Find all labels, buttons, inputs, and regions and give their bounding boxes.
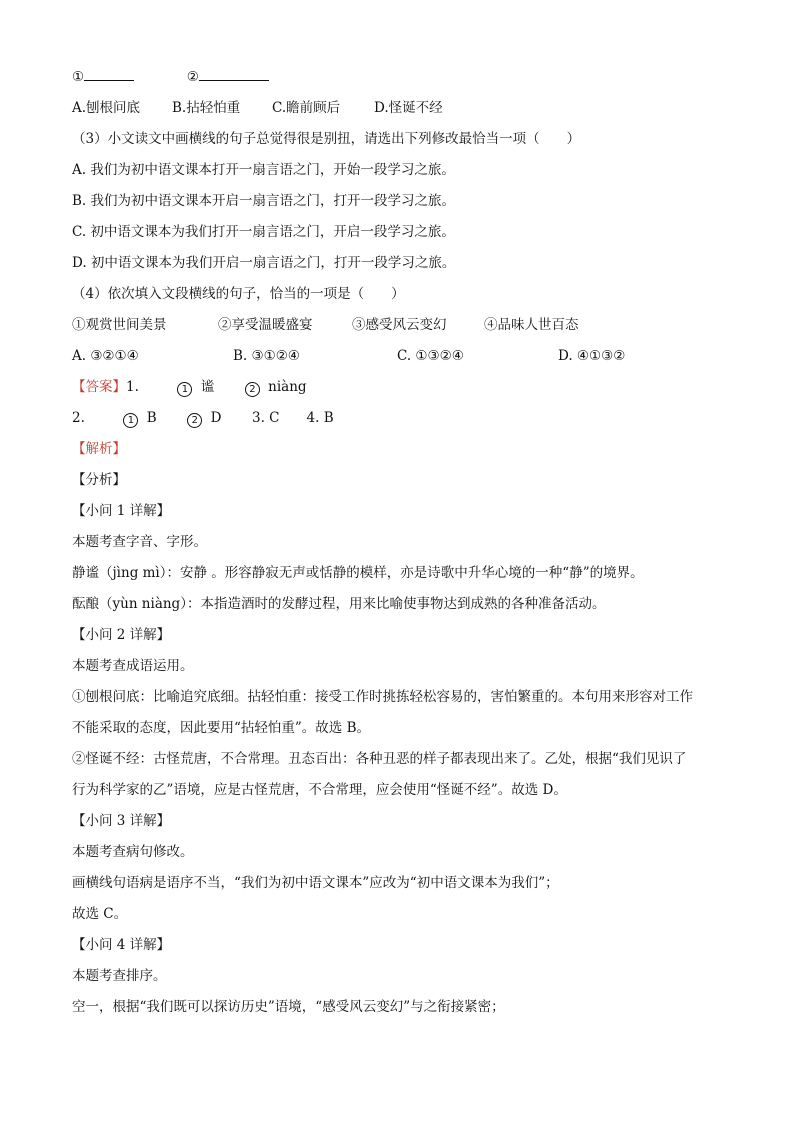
subq1-line-3: 酝酿（yùn niàng）：本指造酒时的发酵过程，用来比喻使事物达到成熟的各种准备活动。 (72, 596, 606, 612)
answer-line-2 (72, 408, 334, 428)
q4-stem: （4）依次填入文段横线的句子，恰当的一项是（ ） (72, 286, 405, 302)
subq4-line-2: 空一，根据“我们既可以探访历史”语境，“感受风云变幻”与之衔接紧密； (72, 999, 505, 1015)
subq3-line-2: 画横线句语病是语序不当，“我们为初中语文课本”应改为“初中语文课本为我们”； (72, 875, 559, 891)
subq2-line-3: 不能采取的态度，因此要用“拈轻怕重”。故选 B。 (72, 720, 371, 736)
circled-number-1b: 1 (123, 413, 138, 428)
subq1-line-2: 静谧（jìng mì）：安静 。形容静寂无声或恬静的模样，亦是诗歌中升华心境的一种“静”的境界。 (72, 565, 644, 581)
circled-number-1: 1 (177, 382, 192, 397)
q2-option-c: C.瞻前顾后 (272, 100, 341, 116)
q2-options-row (72, 98, 722, 118)
subq1-line-1: 本题考查字音、字形。 (72, 534, 207, 550)
q2-option-a: A.刨根问底 (72, 100, 141, 116)
q2-option-d: D.怪诞不经 (374, 100, 443, 116)
blank-line-2 (199, 66, 269, 81)
subq3-line-3: 故选 C。 (72, 906, 128, 922)
subq4-heading: 【小问 4 详解】 (72, 937, 171, 953)
q3-option-a: A. 我们为初中语文课本打开一扇言语之门，开始一段学习之旅。 (72, 162, 455, 178)
answer-1-prefix: 1. (126, 379, 139, 395)
subq3-line-1: 本题考查病句修改。 (72, 844, 194, 860)
subq2-line-5: 行为科学家的乙”语境，应是古怪荒唐，不合常理，应会使用“怪诞不经”。故选 D。 (72, 782, 567, 798)
q4-item-2: ②享受温暖盛宴 (218, 317, 313, 333)
q4-options-row (72, 346, 722, 366)
q3-option-d: D. 初中语文课本为我们开启一扇言语之门，打开一段学习之旅。 (72, 255, 456, 271)
subq1-heading: 【小问 1 详解】 (72, 503, 171, 519)
analysis-heading: 【解析】 (72, 441, 126, 457)
q4-option-c: C. ①③②④ (397, 348, 464, 364)
circled-number-2: 2 (245, 382, 260, 397)
subq4-line-1: 本题考查排序。 (72, 968, 167, 984)
subq2-heading: 【小问 2 详解】 (72, 627, 171, 643)
blank-line-1 (84, 66, 134, 81)
subq2-line-1: 本题考查成语运用。 (72, 658, 194, 674)
answer-1-value-b: niàng (268, 379, 307, 395)
q4-item-4: ④品味人世百态 (484, 317, 579, 333)
answer-2-prefix: 2. (72, 410, 85, 426)
q4-item-1: ①观赏世间美景 (72, 317, 167, 333)
circled-number-2b: 2 (187, 413, 202, 428)
q2-option-b: B.拈轻怕重 (172, 100, 241, 116)
subq2-line-4: ②怪诞不经：古怪荒唐，不合常理。丑态百出：各种丑恶的样子都表现出来了。乙处，根据“我们见识了 (72, 751, 687, 767)
answer-1-value-a: 谧 (200, 379, 215, 395)
answer-tag: 【答案】 (72, 379, 126, 395)
answer-line-1 (72, 377, 307, 397)
q4-item-3: ③感受风云变幻 (352, 317, 447, 333)
answer-2-value-b: D (210, 410, 222, 426)
q4-option-b: B. ③①②④ (233, 348, 300, 364)
blank-label-2: ② (186, 69, 199, 85)
q4-items-row (72, 315, 722, 335)
subq2-line-2: ①刨根问底：比喻追究底细。拈轻怕重：接受工作时挑拣轻松容易的，害怕繁重的。本句用来形容对工作 (72, 689, 693, 705)
q4-option-d: D. ④①③② (558, 348, 626, 364)
answer-2-value-a: B (146, 410, 157, 426)
q3-stem: （3）小文读文中画横线的句子总觉得很是别扭，请选出下列修改最恰当一项（ ） (72, 131, 581, 147)
q3-option-c: C. 初中语文课本为我们打开一扇言语之门，开启一段学习之旅。 (72, 224, 455, 240)
q4-option-a: A. ③②①④ (72, 348, 139, 364)
fenxi-heading: 【分析】 (72, 472, 126, 488)
answer-2-rest: 3. C 4. B (252, 410, 334, 426)
subq3-heading: 【小问 3 详解】 (72, 813, 171, 829)
blank-label-1: ① (72, 69, 85, 85)
q3-option-b: B. 我们为初中语文课本开启一扇言语之门，打开一段学习之旅。 (72, 193, 456, 209)
answer-blanks-row (72, 66, 269, 86)
